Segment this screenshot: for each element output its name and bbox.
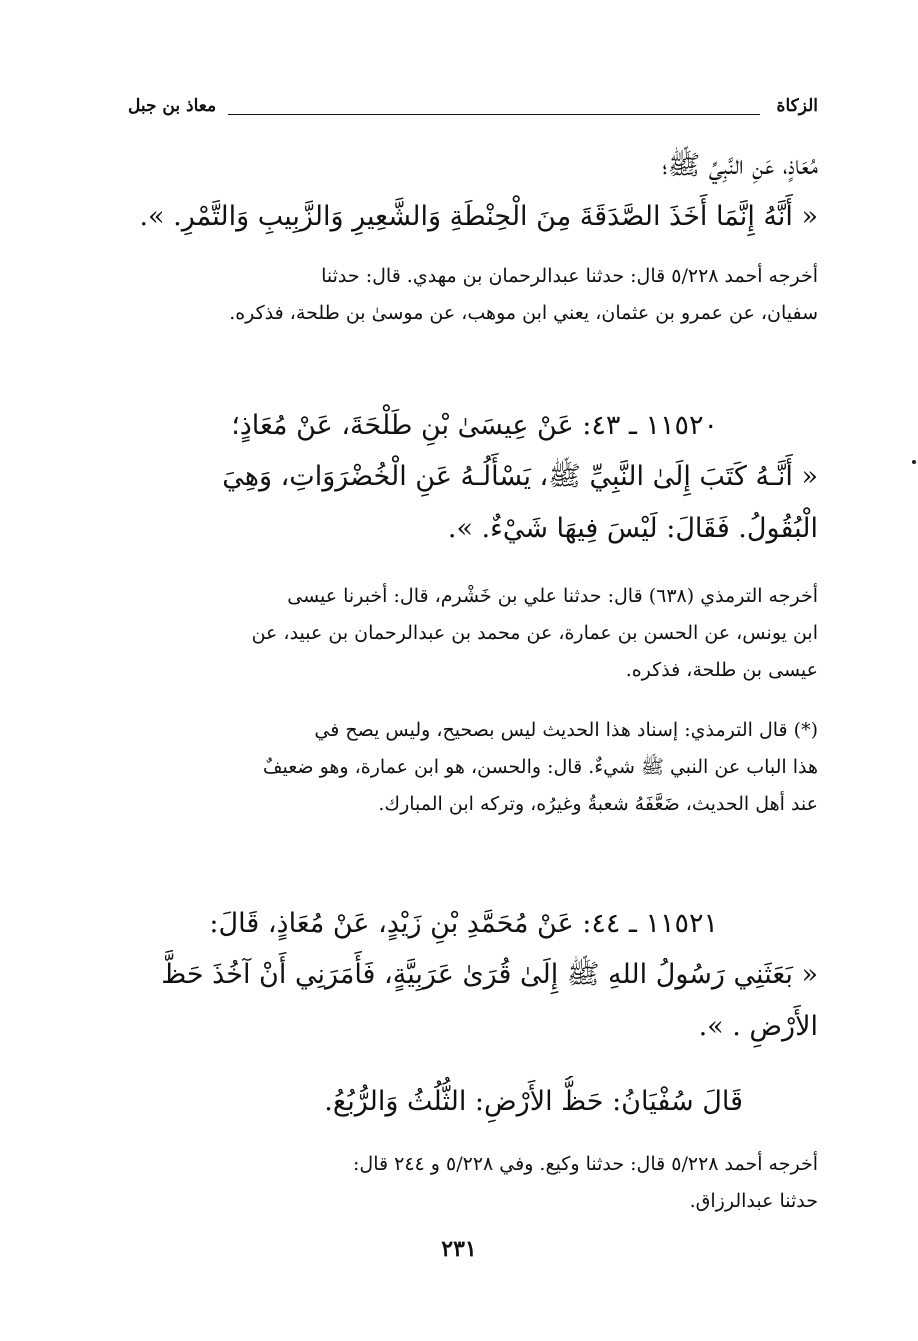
hadith-11520	[128, 400, 818, 554]
hadith-line: الْبُقُولُ. فَقَالَ: لَيْسَ فِيهَا شَيْءٌ. ».	[447, 512, 818, 544]
page-number: ٢٣١	[441, 1236, 477, 1262]
sufyan-line: قَالَ سُفْيَانُ: حَظُّ الأَرْضِ: الثُّلُثُ وَالرُّبُعُ.	[324, 1086, 743, 1117]
hadith-prev	[128, 140, 818, 243]
hadith-line: مُعَاذٍ، عَنِ النَّبِيِّ ﷺ؛	[662, 150, 818, 181]
takhrij-prev	[128, 258, 818, 332]
takhrij-line: أخرجه الترمذي (٦٣٨) قال: حدثنا علي بن خَشْرم، قال: أخبرنا عيسى	[287, 585, 818, 607]
hadith-11521	[128, 898, 818, 1052]
takhrij-line: حدثنا عبدالرزاق.	[689, 1190, 818, 1213]
takhrij-line: ابن يونس، عن الحسن بن عمارة، عن محمد بن عبدالرحمان بن عبيد، عن	[251, 622, 818, 645]
hadith-line: « أَنَّـهُ كَتَبَ إِلَىٰ النَّبِيِّ ﷺ، يَسْأَلُـهُ عَنِ الْخُضْرَوَاتِ، وَهِيَ	[222, 461, 818, 493]
takhrij-line: أخرجه أحمد ٥/٢٢٨ قال: حدثنا عبدالرحمان بن مهدي. قال: حدثنا	[321, 265, 818, 287]
note-line: عند أهل الحديث، ضَعَّفَهُ شعبةُ وغيرُه، وتركه ابن المبارك.	[378, 793, 818, 816]
hadith-heading: ١١٥٢١ ـ ٤٤: عَنْ مُحَمَّدِ بْنِ زَيْدٍ، عَنْ مُعَاذٍ، قَالَ:	[209, 908, 718, 939]
note-line: (*) قال الترمذي: إسناد هذا الحديث ليس بصحيح، وليس يصح في	[314, 719, 818, 741]
header-subject: معاذ بن جبل	[128, 96, 217, 116]
sufyan-saying	[128, 1076, 818, 1127]
takhrij-11521	[128, 1146, 818, 1220]
note-line: هذا الباب عن النبي ﷺ شيءٌ. قال: والحسن، هو ابن عمارة، وهو ضعيفٌ	[262, 756, 818, 779]
hadith-line: الأَرْضِ . ».	[698, 1010, 818, 1042]
header-rule	[228, 114, 760, 115]
tirmidhi-note	[128, 712, 818, 823]
running-header	[128, 96, 818, 126]
hadith-line: « أَنَّهُ إِنَّمَا أَخَذَ الصَّدَقَةَ مِنَ الْحِنْطَةِ وَالشَّعِيرِ وَالزَّبِيبِ وَالتَّمْرِ. ».	[139, 201, 818, 233]
header-chapter: الزكاة	[776, 96, 818, 116]
hadith-line: « بَعَثَنِي رَسُولُ اللهِ ﷺ إِلَىٰ قُرَىٰ عَرَبِيَّةٍ، فَأَمَرَنِي أَنْ آخُذَ حَظَّ	[161, 959, 818, 991]
takhrij-11520	[128, 578, 818, 689]
takhrij-line: أخرجه أحمد ٥/٢٢٨ قال: حدثنا وكيع. وفي ٥/٢٢٨ و ٢٤٤ قال:	[353, 1153, 818, 1175]
margin-dot	[912, 460, 916, 464]
takhrij-line: عيسى بن طلحة، فذكره.	[625, 659, 818, 682]
hadith-heading: ١١٥٢٠ ـ ٤٣: عَنْ عِيسَىٰ بْنِ طَلْحَةَ، عَنْ مُعَاذٍ؛	[231, 410, 718, 441]
takhrij-line: سفيان، عن عمرو بن عثمان، يعني ابن موهب، عن موسىٰ بن طلحة، فذكره.	[229, 302, 818, 325]
